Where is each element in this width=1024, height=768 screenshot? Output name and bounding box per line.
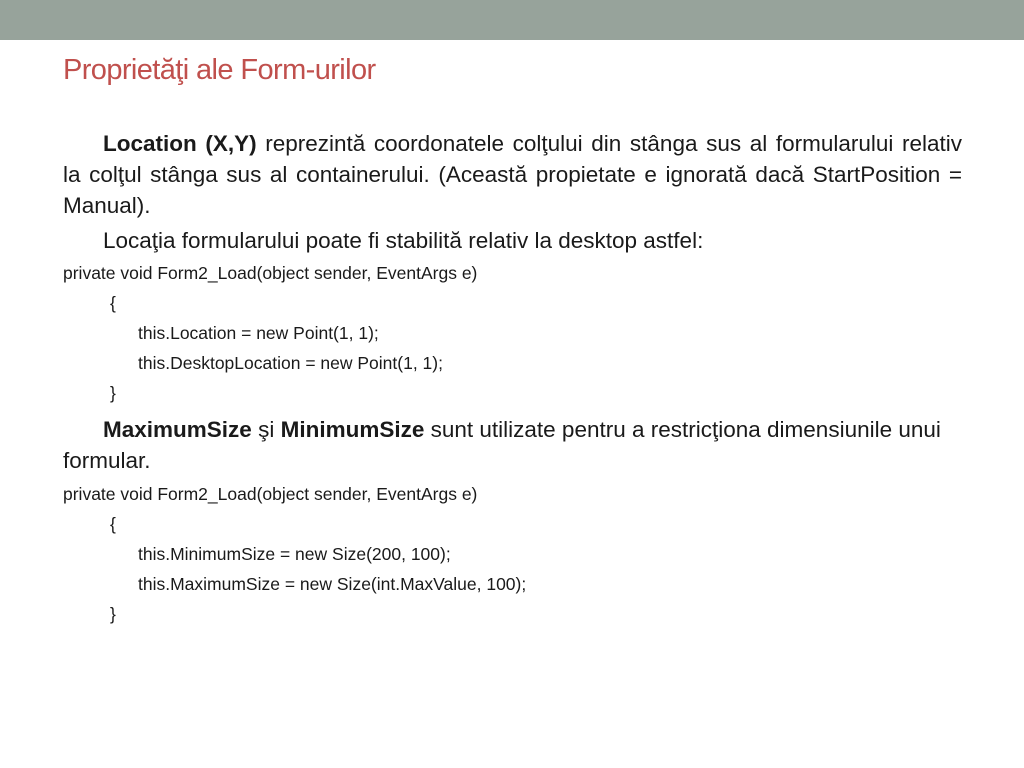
location-paragraph — [63, 128, 962, 221]
desktop-location-paragraph: Locaţia formularului poate fi stabilită relativ la desktop astfel: — [103, 228, 704, 253]
location-description: reprezintă coordonatele colţului din stânga sus al formularului relativ la colţul stânga sus al containerului. (Această propietate e ignorată dacă StartPosition = Manual). — [63, 131, 963, 218]
code-open-brace: { — [110, 293, 116, 313]
code-line: this.DesktopLocation = new Point(1, 1); — [138, 353, 443, 373]
code-line: this.MaximumSize = new Size(int.MaxValue, 100); — [138, 574, 527, 594]
code-line: this.MinimumSize = new Size(200, 100); — [138, 544, 451, 564]
slide-content — [63, 128, 962, 629]
code-block-size — [63, 479, 962, 629]
minimumsize-term: MinimumSize — [280, 417, 425, 442]
code-line: this.Location = new Point(1, 1); — [138, 323, 379, 343]
code-close-brace: } — [110, 604, 116, 624]
size-description: sunt utilizate pentru a restricţiona dimensiunile unui formular. — [63, 417, 941, 473]
code-signature: private void Form2_Load(object sender, EventArgs e) — [63, 263, 478, 283]
slide-title: Proprietăţi ale Form-urilor — [63, 54, 376, 86]
maximumsize-term: MaximumSize — [103, 417, 252, 442]
top-banner — [0, 0, 1024, 40]
size-paragraph — [63, 414, 962, 476]
code-signature: private void Form2_Load(object sender, EventArgs e) — [63, 484, 478, 504]
code-open-brace: { — [110, 514, 116, 534]
location-term: Location (X,Y) — [103, 131, 257, 156]
code-close-brace: } — [110, 383, 116, 403]
conjunction-text: şi — [251, 417, 281, 442]
code-block-location — [63, 258, 962, 408]
